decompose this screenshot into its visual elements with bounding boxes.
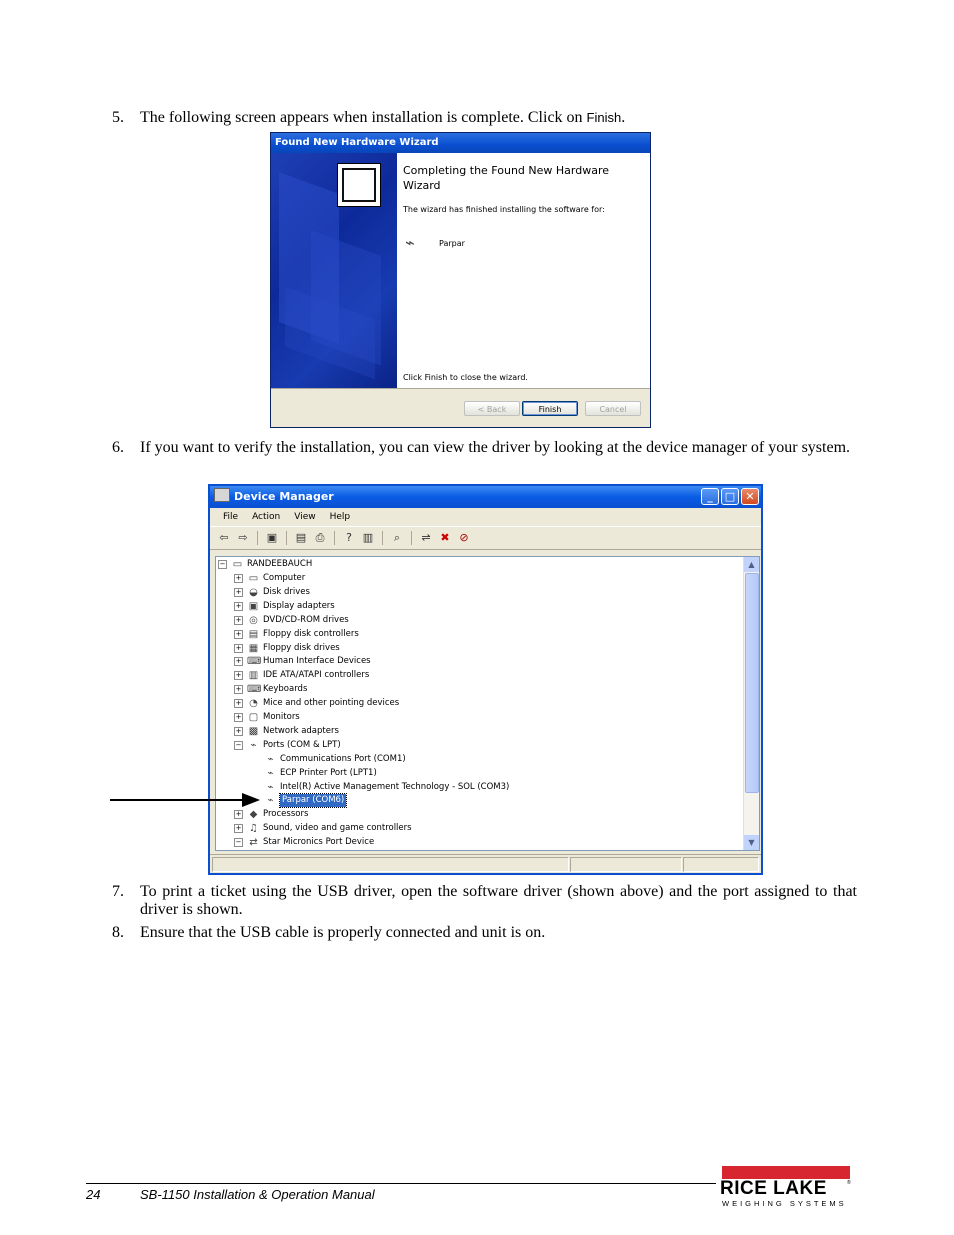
step-number: 5. bbox=[112, 109, 124, 126]
port-icon: ⌁ bbox=[250, 739, 257, 751]
back-button[interactable]: < Back bbox=[464, 401, 520, 416]
toolbar-separator bbox=[334, 531, 335, 545]
manual-title: SB-1150 Installation & Operation Manual bbox=[140, 1187, 375, 1202]
step-number: 7. bbox=[112, 883, 124, 900]
menu-help[interactable]: Help bbox=[329, 512, 351, 522]
tree-item-label: Parpar (COM6) bbox=[282, 795, 345, 806]
page-number: 24 bbox=[86, 1187, 101, 1202]
floppy-icon: ▦ bbox=[248, 642, 259, 654]
tree-item-label: Human Interface Devices bbox=[263, 656, 371, 667]
port-icon: ⌁ bbox=[267, 767, 274, 779]
wizard-close-message: Click Finish to close the wizard. bbox=[403, 373, 528, 382]
tree-item[interactable] bbox=[234, 808, 308, 821]
keyboard-icon: ⌨ bbox=[247, 684, 262, 696]
step-number: 6. bbox=[112, 439, 124, 456]
port-icon: ⌁ bbox=[267, 753, 274, 765]
status-pane bbox=[683, 857, 759, 872]
step-5 bbox=[112, 109, 857, 127]
tree-item[interactable] bbox=[264, 781, 509, 794]
scan-hardware-icon[interactable]: ⌕ bbox=[393, 531, 401, 544]
installed-device bbox=[405, 233, 465, 257]
toolbar bbox=[210, 527, 761, 550]
tree-item[interactable] bbox=[234, 711, 300, 724]
maximize-button[interactable]: □ bbox=[721, 488, 739, 505]
step-6 bbox=[112, 439, 857, 475]
expand-icon[interactable]: + bbox=[235, 699, 242, 708]
usb-icon: ⇄ bbox=[249, 837, 258, 849]
device-name: Parpar bbox=[439, 239, 465, 248]
tree-item[interactable] bbox=[234, 628, 359, 641]
cancel-button[interactable]: Cancel bbox=[585, 401, 641, 416]
step-number: 8. bbox=[112, 924, 124, 941]
status-pane bbox=[570, 857, 682, 872]
tree-item[interactable] bbox=[234, 600, 335, 613]
expand-icon[interactable]: + bbox=[235, 601, 242, 610]
toolbar-separator bbox=[411, 531, 412, 545]
tree-item[interactable] bbox=[234, 725, 339, 738]
tree-item-label: Ports (COM & LPT) bbox=[263, 739, 341, 750]
hid-icon: ⌨ bbox=[247, 656, 262, 668]
show-hide-tree-icon[interactable]: ▣ bbox=[266, 531, 278, 544]
toolbar-separator bbox=[382, 531, 383, 545]
expand-icon[interactable]: + bbox=[235, 726, 242, 735]
menu-file[interactable]: File bbox=[223, 512, 239, 522]
wizard-side-banner bbox=[271, 153, 397, 391]
finish-button[interactable]: Finish bbox=[522, 401, 578, 416]
hardware-wizard-icon bbox=[337, 163, 381, 207]
tree-item-label: Disk drives bbox=[263, 586, 310, 597]
step-7 bbox=[112, 883, 857, 919]
tree-item[interactable] bbox=[234, 739, 341, 752]
expand-icon[interactable]: + bbox=[235, 615, 242, 624]
tree-item[interactable] bbox=[264, 794, 346, 807]
menu-action[interactable]: Action bbox=[252, 512, 281, 522]
sound-icon: ♫ bbox=[249, 823, 258, 835]
computer-icon: ▭ bbox=[248, 573, 259, 584]
collapse-icon[interactable]: − bbox=[219, 560, 226, 568]
expand-icon[interactable]: + bbox=[235, 713, 242, 721]
tree-item[interactable] bbox=[234, 655, 371, 668]
rice-lake-logo bbox=[716, 1166, 854, 1210]
expand-icon[interactable]: + bbox=[235, 810, 242, 819]
tree-item-label: Star Micronics Port Device bbox=[263, 837, 375, 848]
step-text: To print a ticket using the USB driver, open the software driver (shown above) and the port assigned to that driver is shown. bbox=[140, 883, 857, 918]
back-icon[interactable]: ⇦ bbox=[219, 531, 229, 544]
expand-icon[interactable]: + bbox=[235, 643, 242, 652]
tree-item-label: Processors bbox=[263, 809, 309, 820]
tree-item-label: Display adapters bbox=[263, 600, 335, 611]
scroll-up-icon[interactable]: ▲ bbox=[744, 557, 759, 572]
step-text: The following screen appears when installation is complete. Click on Finish. bbox=[140, 109, 626, 126]
tree-item-label: Computer bbox=[263, 573, 306, 583]
logo-registered-mark: ® bbox=[847, 1180, 851, 1186]
menu-bar bbox=[210, 508, 761, 527]
tree-item[interactable] bbox=[234, 642, 340, 655]
update-driver-icon[interactable]: ⇌ bbox=[421, 531, 431, 544]
tree-item[interactable] bbox=[264, 767, 377, 780]
collapse-icon[interactable]: − bbox=[235, 740, 242, 749]
logo-name: RICE LAKE bbox=[720, 1178, 827, 1199]
tree-root-label: RANDEEBAUCH bbox=[247, 559, 313, 569]
expand-icon[interactable]: + bbox=[235, 629, 242, 638]
expand-icon[interactable]: + bbox=[235, 685, 242, 694]
tree-item-label: Monitors bbox=[263, 712, 300, 722]
tree-item-label: Communications Port (COM1) bbox=[280, 753, 406, 764]
tree-item[interactable] bbox=[234, 683, 307, 696]
tree-item-label: Floppy disk controllers bbox=[263, 628, 359, 639]
tree-item[interactable] bbox=[234, 572, 305, 585]
tree-item-label: Keyboards bbox=[263, 684, 308, 695]
expand-icon[interactable]: + bbox=[235, 824, 242, 833]
expand-icon[interactable]: + bbox=[235, 671, 242, 680]
tree-item-label: DVD/CD-ROM drives bbox=[263, 614, 349, 625]
close-button[interactable]: ✕ bbox=[741, 488, 759, 505]
menu-view[interactable]: View bbox=[294, 512, 316, 522]
monitor-icon: ▢ bbox=[248, 712, 259, 723]
wizard-content bbox=[403, 163, 644, 252]
tree-item-label: ECP Printer Port (LPT1) bbox=[280, 767, 377, 778]
device-manager-icon bbox=[214, 488, 230, 502]
tree-root[interactable] bbox=[218, 558, 312, 571]
tree-item[interactable] bbox=[264, 753, 406, 766]
help-icon[interactable]: ? bbox=[346, 531, 352, 544]
disk-icon: ◒ bbox=[249, 586, 258, 598]
display-icon: ▣ bbox=[248, 600, 259, 612]
minimize-button[interactable]: _ bbox=[701, 488, 719, 505]
step-text: If you want to verify the installation, you can view the driver by looking at the device manager of your system. bbox=[140, 439, 851, 456]
uninstall-icon[interactable]: ✖ bbox=[440, 531, 450, 544]
network-icon: ▩ bbox=[248, 725, 259, 737]
toolbar-separator bbox=[286, 531, 287, 545]
expand-icon[interactable]: + bbox=[235, 657, 242, 666]
port-icon: ⌁ bbox=[267, 781, 274, 793]
status-pane bbox=[212, 857, 569, 872]
floppy-controller-icon: ▤ bbox=[248, 628, 259, 640]
scroll-down-icon[interactable]: ▼ bbox=[744, 835, 759, 850]
tree-item[interactable] bbox=[234, 836, 374, 849]
tree-item-label: Intel(R) Active Management Technology - SOL (COM3) bbox=[280, 781, 510, 792]
toolbar-separator bbox=[257, 531, 258, 545]
properties-icon[interactable]: ▤ bbox=[295, 531, 307, 544]
logo-tagline: WEIGHING SYSTEMS bbox=[722, 1199, 847, 1208]
window-title: Device Manager bbox=[234, 490, 334, 503]
mouse-icon: ◔ bbox=[249, 698, 258, 710]
device-tree bbox=[215, 556, 760, 851]
vertical-scrollbar[interactable] bbox=[743, 557, 759, 850]
device-manager-window bbox=[208, 484, 763, 875]
tree-item[interactable] bbox=[234, 669, 369, 682]
tree-item-label: Sound, video and game controllers bbox=[263, 823, 412, 834]
tree-item[interactable] bbox=[234, 586, 310, 599]
tree-item-label: Network adapters bbox=[263, 725, 339, 736]
serial-port-icon: ⌁ bbox=[405, 233, 415, 252]
processor-icon: ◆ bbox=[249, 809, 258, 821]
expand-icon[interactable]: + bbox=[235, 574, 242, 582]
cdrom-icon: ◎ bbox=[249, 614, 258, 626]
forward-icon[interactable]: ⇨ bbox=[238, 531, 248, 544]
pointer-arrow bbox=[110, 790, 260, 810]
computer-icon: ▭ bbox=[232, 559, 243, 570]
collapse-icon[interactable]: − bbox=[235, 838, 242, 847]
wizard-button-bar bbox=[271, 388, 650, 427]
device-manager-titlebar bbox=[210, 486, 761, 508]
wizard-heading: Completing the Found New Hardware Wizard bbox=[403, 164, 609, 192]
tree-item-label: IDE ATA/ATAPI controllers bbox=[263, 670, 370, 681]
step-text: Ensure that the USB cable is properly connected and unit is on. bbox=[140, 924, 546, 941]
step-8 bbox=[112, 924, 857, 942]
print-icon[interactable]: ⎙ bbox=[315, 531, 325, 544]
expand-icon[interactable]: + bbox=[235, 587, 242, 596]
view-icon[interactable]: ▥ bbox=[362, 531, 374, 544]
port-icon: ⌁ bbox=[267, 795, 274, 807]
tree-item[interactable] bbox=[234, 822, 412, 835]
finish-term: Finish bbox=[586, 110, 622, 125]
status-bar bbox=[210, 854, 761, 873]
footer-rule bbox=[86, 1183, 716, 1184]
wizard-subtext: The wizard has finished installing the software for: bbox=[403, 205, 605, 214]
ide-icon: ▥ bbox=[248, 670, 259, 682]
tree-item[interactable] bbox=[234, 614, 349, 627]
tree-item[interactable] bbox=[234, 697, 399, 710]
found-new-hardware-wizard bbox=[270, 132, 651, 428]
scroll-thumb[interactable] bbox=[745, 573, 759, 793]
tree-item-label: Floppy disk drives bbox=[263, 642, 340, 653]
disable-icon[interactable]: ⊘ bbox=[459, 531, 469, 544]
wizard-title: Found New Hardware Wizard bbox=[271, 133, 650, 153]
tree-item-label: Mice and other pointing devices bbox=[263, 698, 400, 709]
